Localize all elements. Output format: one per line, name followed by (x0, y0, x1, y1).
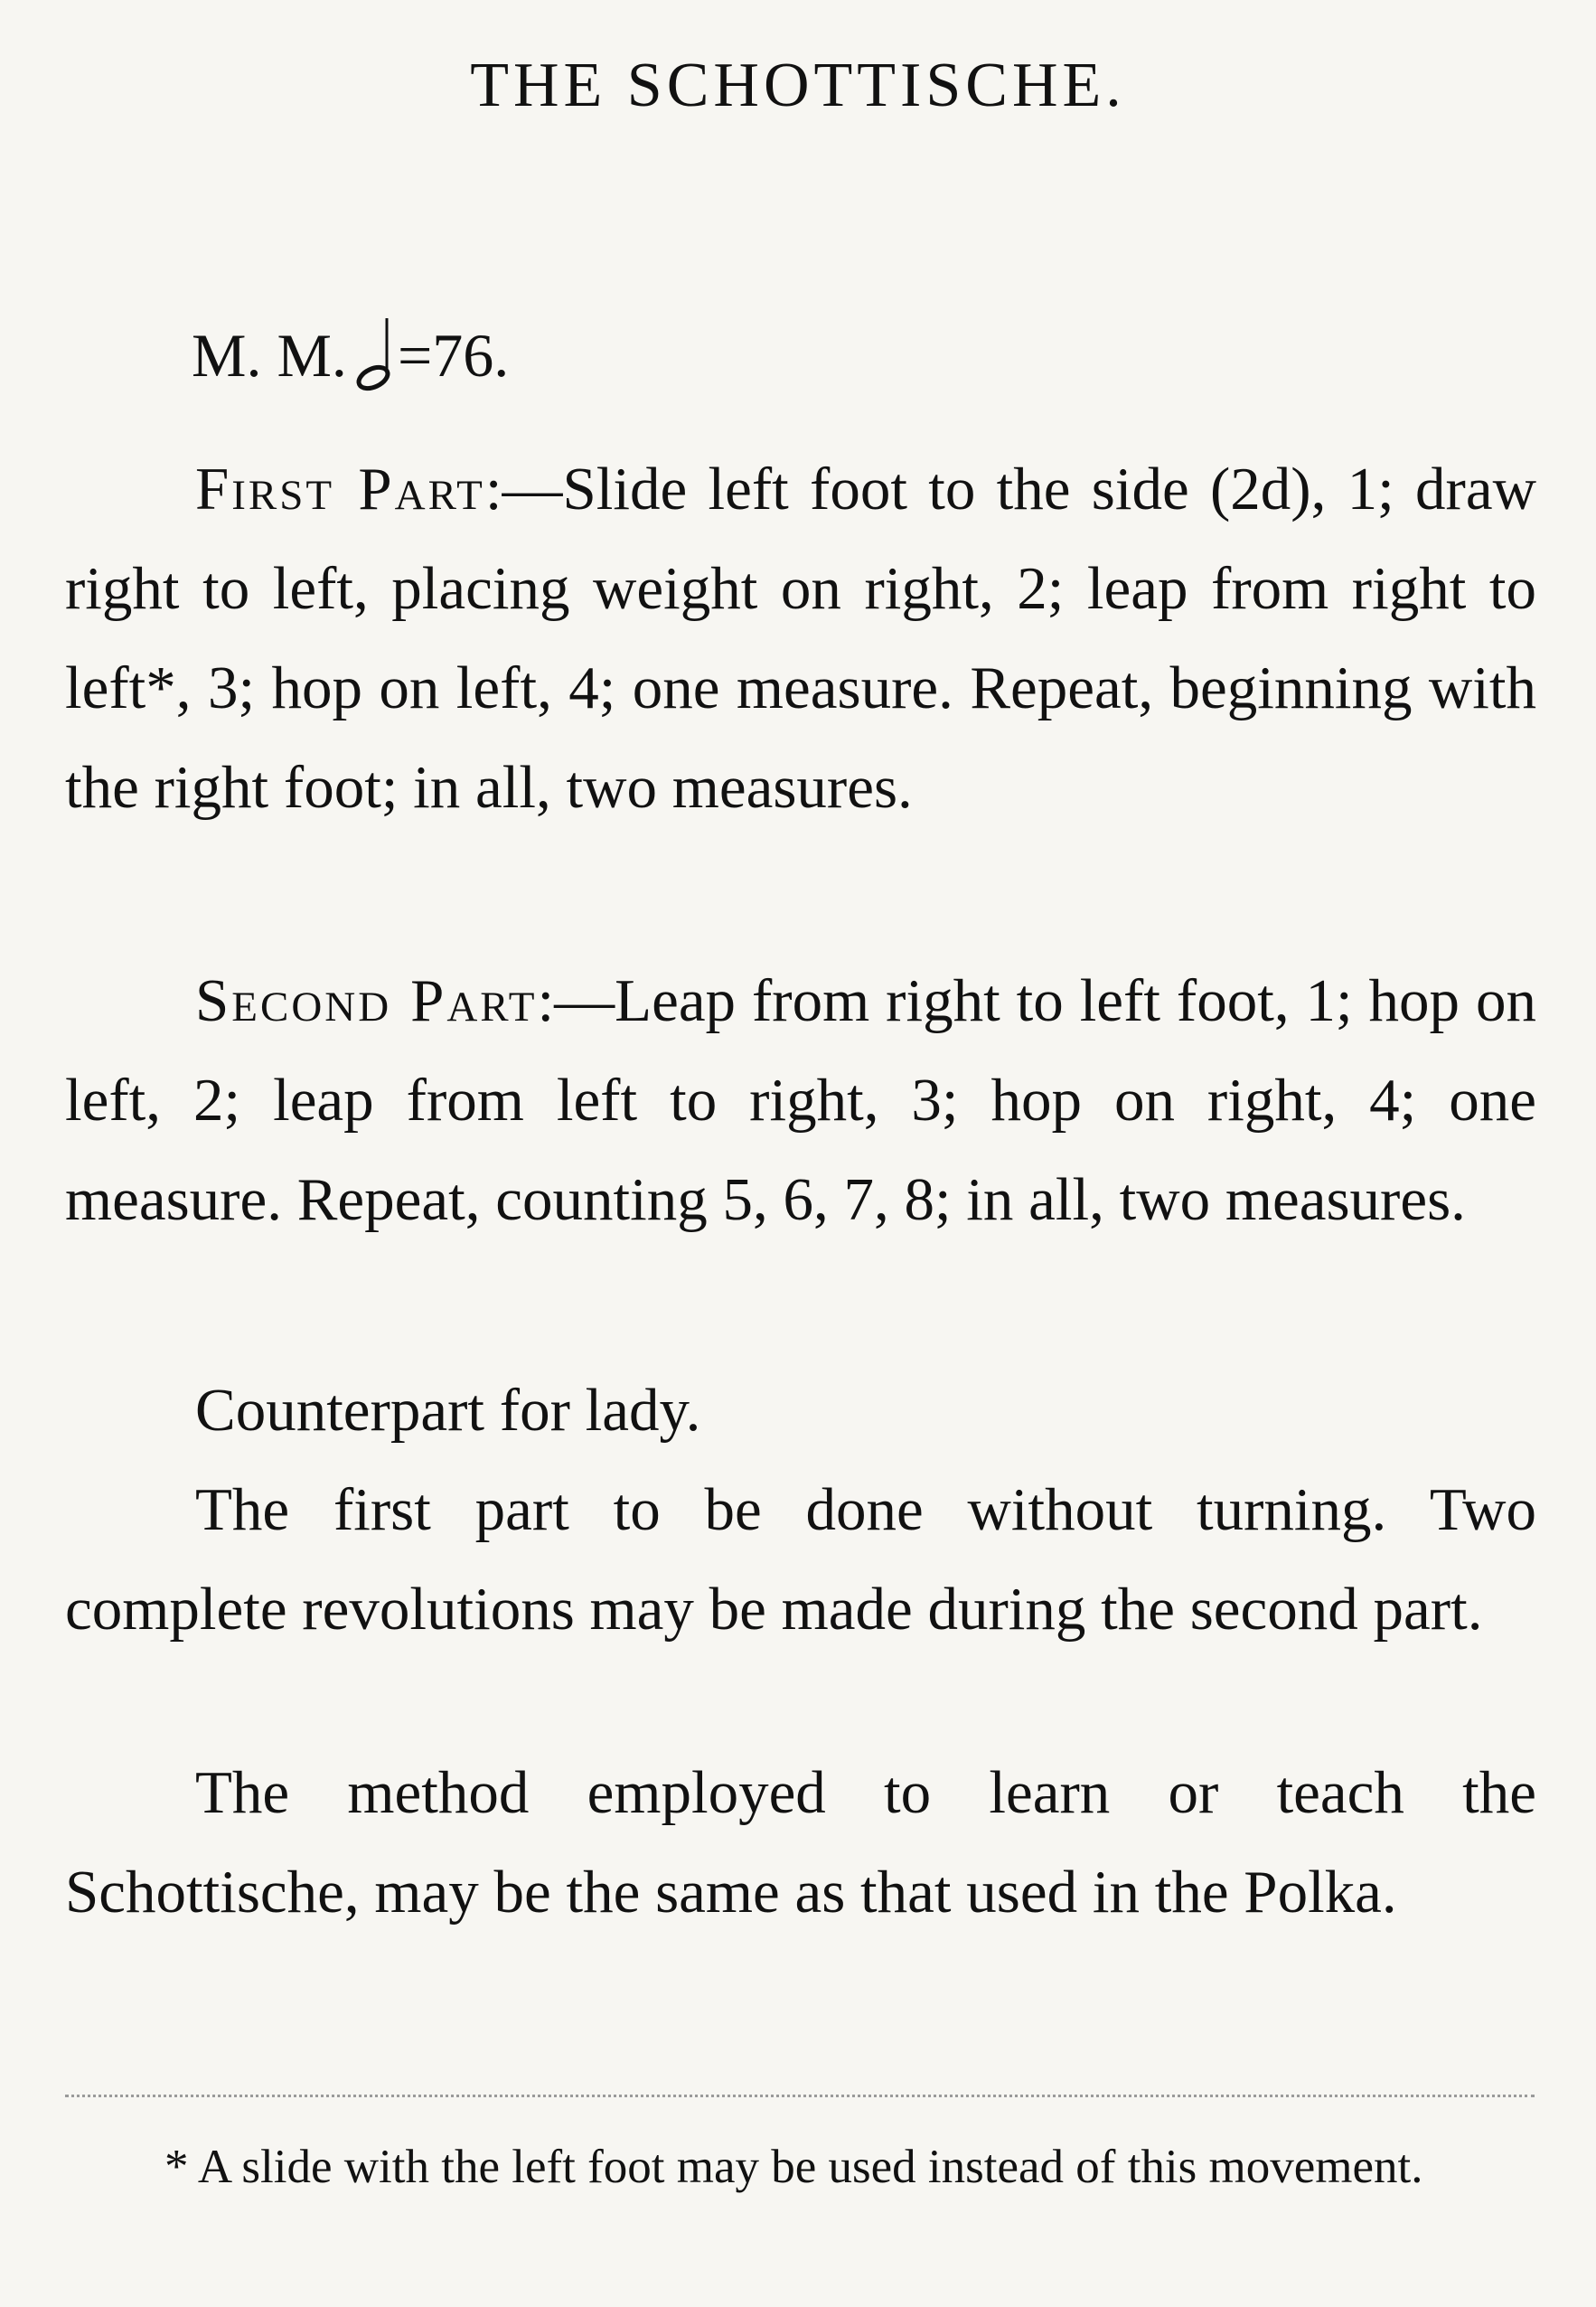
turning-paragraph (65, 1460, 1536, 1659)
method-paragraph (65, 1743, 1536, 1942)
second-part-separator: :— (537, 967, 615, 1034)
half-note-icon (352, 316, 394, 392)
second-part-paragraph (65, 951, 1536, 1249)
first-part-label: First Part (195, 456, 485, 523)
first-part-separator: :— (484, 456, 563, 523)
page-title: THE SCHOTTISCHE. (470, 51, 1126, 120)
first-part-text: Slide left foot to the side (2d), 1; draw right to left, placing weight on right, 2; leap from right to left*, 3; hop on left, 4; one measure. Repeat, beginning with the right foot; in all, two measures. (65, 456, 1536, 821)
counterpart-paragraph (65, 1361, 1536, 1460)
footnote-divider (65, 2095, 1535, 2097)
first-part-paragraph (65, 439, 1536, 837)
second-part-text: Leap from right to left foot, 1; hop on left, 2; leap from left to right, 3; hop on right, 4; one measure. Repeat, counting 5, 6, 7, 8; in all, two measures. (65, 967, 1536, 1233)
second-part-label: Second Part (195, 967, 538, 1034)
footnote: * A slide with the left foot may be used instead of this movement. (164, 2141, 1423, 2193)
tempo-marking (192, 316, 509, 392)
tempo-value: =76. (397, 321, 510, 390)
counterpart-text: Counterpart for lady. (195, 1377, 701, 1444)
method-text: The method employed to learn or teach the Schottische, may be the same as that used in the Polka. (65, 1759, 1536, 1926)
tempo-prefix: M. M. (192, 321, 347, 390)
turning-text: The first part to be done without turning. Two complete revolutions may be made during the second part. (65, 1476, 1536, 1643)
